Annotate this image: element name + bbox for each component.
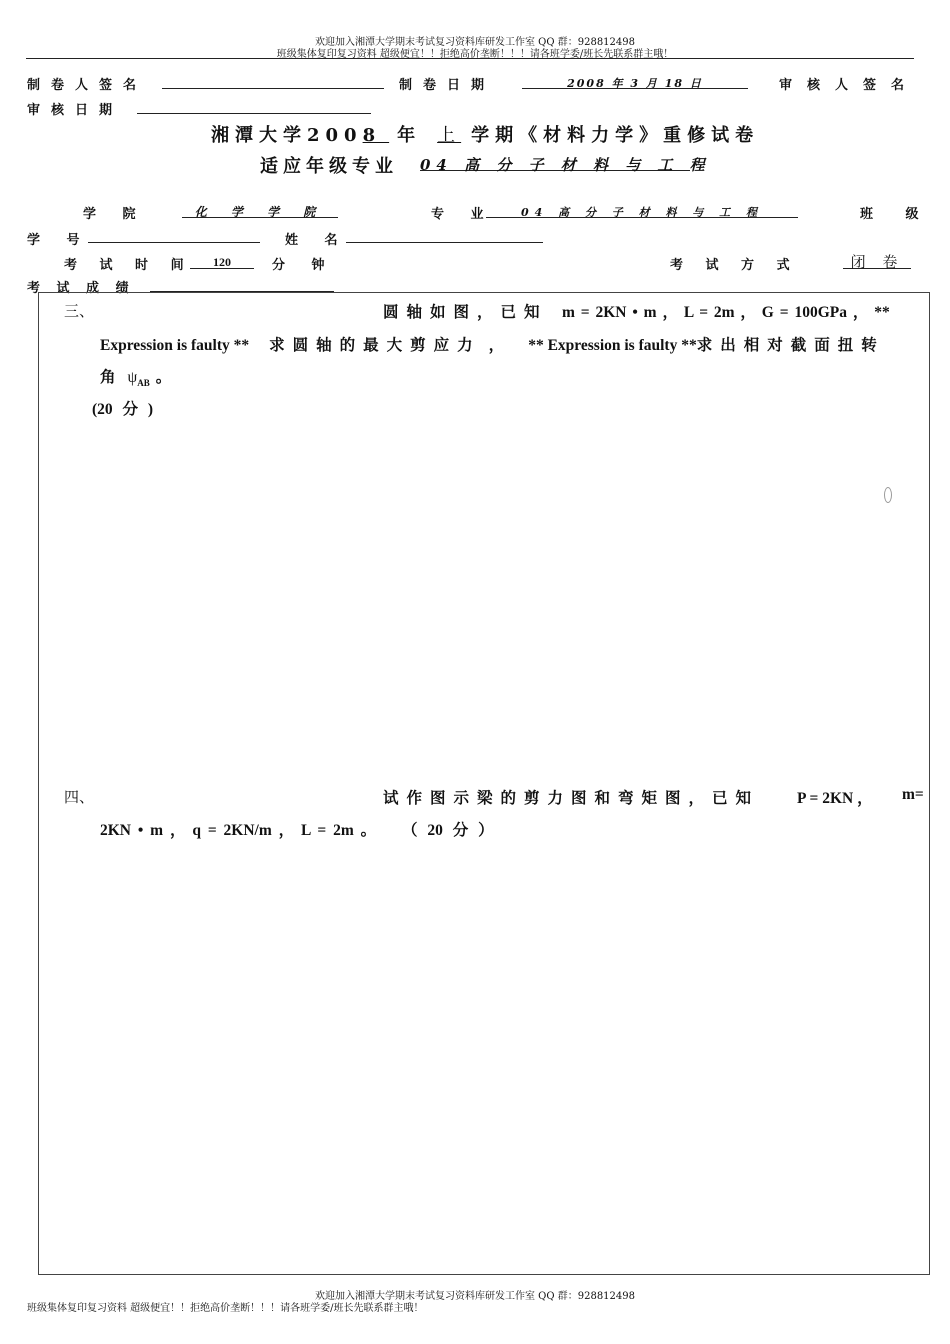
exam-title (211, 121, 759, 147)
q3-line3 (100, 365, 171, 388)
q3-angle-word: 角 (100, 369, 116, 386)
q3-score: (20 分 ) (92, 401, 154, 418)
exam-score-label: 考 试 成 绩 (27, 281, 135, 296)
exam-time-value: 120 (213, 255, 231, 269)
major-value: 04 高 分 子 材 料 与 工 程 (521, 206, 763, 219)
title-nian: 年 (397, 125, 422, 146)
exam-mode-label: 考 试 方 式 (670, 258, 799, 273)
q3-ask-max-shear: 求圆轴的最大剪应力 (269, 337, 481, 354)
q3-expr-2: ** Expression is faulty ** (528, 337, 697, 354)
title-prefix: 湘潭大学200 (211, 125, 363, 146)
q3-line1-text: 圆轴如图，已知 (383, 304, 548, 321)
college-label: 学 院 (83, 207, 147, 222)
q4-score: （ 20 分 ） (402, 822, 494, 839)
college-value: 化 学 学 院 (194, 205, 326, 219)
q4-line1-formula: P = 2KN ， (797, 790, 873, 807)
applicable-major-value: 04 高 分 子 材 料 与 工 程 (420, 156, 711, 174)
footer-line-1: 欢迎加入湘潭大学期末考试复习资料库研发工作室 QQ 群：928812498 (314, 1291, 635, 1302)
q3-psi-symbol: ψ (127, 369, 138, 386)
q3-period: 。 (155, 369, 172, 386)
major-label: 专 业 (431, 207, 495, 222)
q3-ask-twist: 求出相对截面扭转 (696, 337, 885, 354)
footer-line-2: 班级集体复印复习资料 超级便宜！！拒绝高价垄断！！！请各班学委/班长先联系群主哦！ (27, 1303, 424, 1314)
review-date-line (137, 113, 371, 114)
applicable-major-label: 适应年级专业 (260, 156, 398, 177)
q3-line1-formula: m = 2KN • m ， L = 2m ， G = 100GPa ， ** (562, 304, 890, 321)
review-date-label: 审核日期 (27, 103, 124, 118)
exam-time-unit: 分 钟 (272, 258, 336, 273)
header-line-1: 欢迎加入湘潭大学期末考试复习资料库研发工作室 QQ 群：928812498 (314, 37, 635, 48)
q4-line1-text: 试作图示梁的剪力图和弯矩图，已知 (383, 790, 760, 807)
answer-area-frame (38, 292, 930, 1275)
maker-signature-line (162, 88, 384, 89)
exam-time-label: 考 试 时 间 (64, 258, 193, 273)
header-line-2: 班级集体复印复习资料 超级便宜！！拒绝高价垄断！！！请各班学委/班长先联系群主哦！ (276, 49, 674, 60)
q3-expr-1: Expression is faulty ** (100, 337, 250, 354)
class-label: 班 级 (860, 207, 933, 222)
q3-line2 (100, 333, 885, 355)
name-label: 姓 名 (285, 233, 349, 248)
title-year-digit: 8 (362, 125, 390, 146)
maker-signature-label: 制卷人签名 (27, 78, 148, 93)
title-term: 上 (437, 125, 462, 146)
title-rest: 学期《材料力学》重修试卷 (471, 125, 760, 146)
student-id-line (88, 242, 260, 243)
exam-mode-value: 闭 卷 (850, 253, 904, 271)
header-rule (26, 58, 914, 59)
paper-date-value: 2008 年 3 月 18 日 (567, 77, 703, 90)
q3-psi-subscript: AB (137, 378, 150, 389)
paper-date-label: 制卷日期 (399, 78, 496, 93)
q3-number: 三、 (64, 304, 95, 320)
q4-line1-end: m= (902, 786, 924, 803)
student-id-label: 学 号 (27, 233, 91, 248)
q4-line2: 2KN • m ， q = 2KN/m ， L = 2m 。 (100, 822, 377, 839)
q3-comma: ， (488, 337, 505, 354)
q4-number: 四、 (64, 790, 95, 806)
reviewer-signature-label: 审核人签名 (779, 78, 920, 93)
name-line (346, 242, 543, 243)
stray-mark (884, 487, 892, 503)
